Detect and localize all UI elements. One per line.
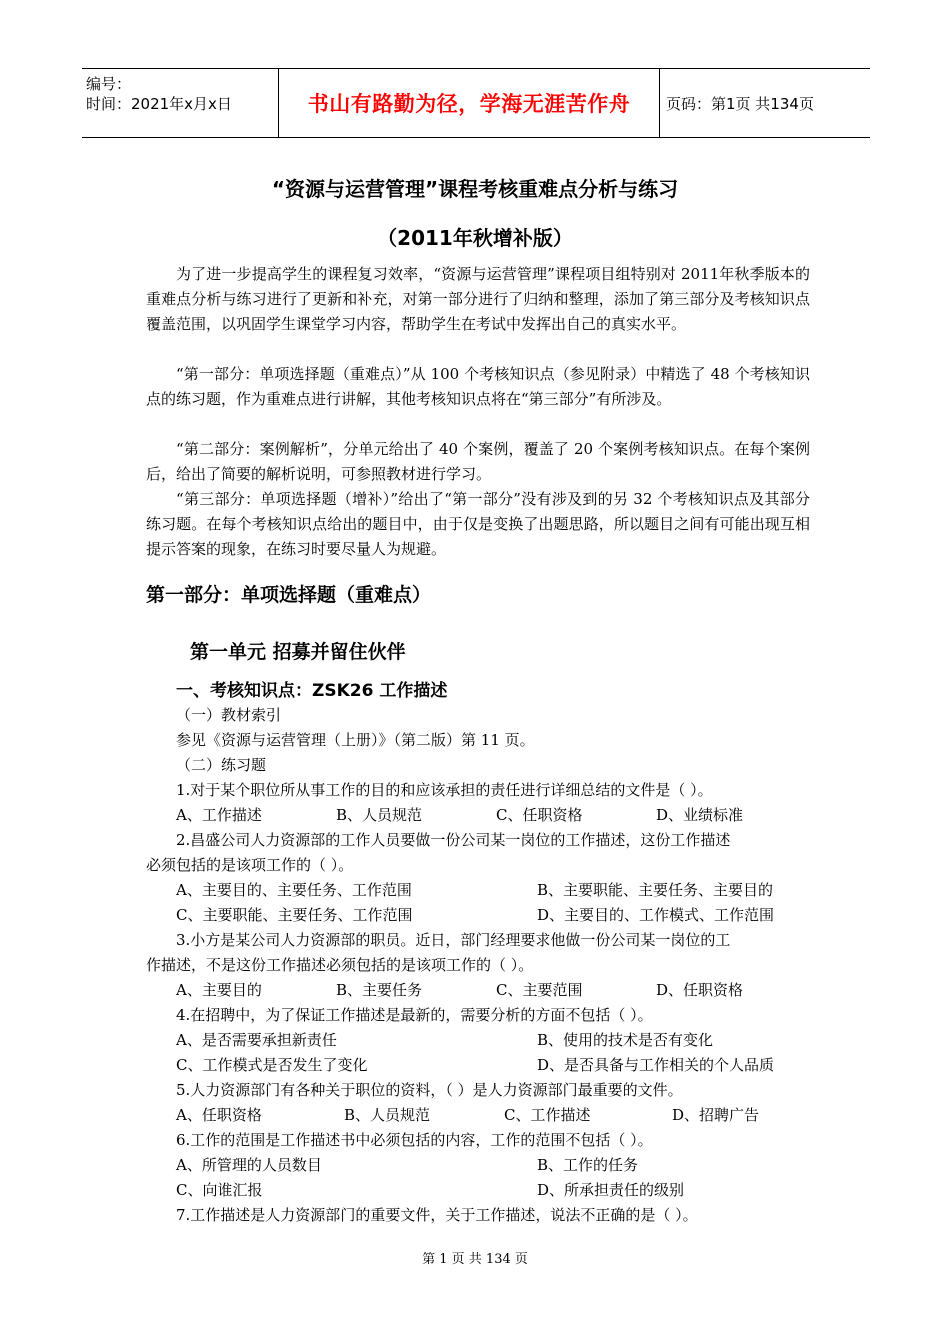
q5-option-b: B、人员规范 xyxy=(344,1106,431,1124)
q6-option-d: D、所承担责任的级别 xyxy=(537,1181,685,1199)
question-3-line-2: 作描述，不是这份工作描述必须包括的是该项工作的（ ）。 xyxy=(146,956,534,974)
q1-option-b: B、人员规范 xyxy=(336,806,423,824)
q2-option-a: A、主要目的、主要任务、工作范围 xyxy=(176,881,412,899)
header-meta-cell xyxy=(82,69,279,137)
q3-option-b: B、主要任务 xyxy=(336,981,423,999)
q6-option-b: B、工作的任务 xyxy=(537,1156,639,1174)
intro-paragraph-2: “第一部分：单项选择题（重难点）”从 100 个考核知识点（参见附录）中精选了 48 个考核知识点的练习题，作为重难点进行讲解，其他考核知识点将在“第三部分”有所涉及。 xyxy=(146,365,810,408)
q5-option-d: D、招聘广告 xyxy=(672,1106,760,1124)
question-2-line-2: 必须包括的是该项工作的（ ）。 xyxy=(146,856,354,874)
textbook-index-label: （一）教材索引 xyxy=(176,706,282,724)
q3-option-a: A、主要目的 xyxy=(176,981,262,999)
q1-option-d: D、业绩标准 xyxy=(656,806,744,824)
document-title: “资源与运营管理”课程考核重难点分析与练习 xyxy=(271,177,679,201)
q3-option-d: D、任职资格 xyxy=(656,981,744,999)
q6-option-a: A、所管理的人员数目 xyxy=(176,1156,322,1174)
question-4: 4.在招聘中，为了保证工作描述是最新的，需要分析的方面不包括（ ）。 xyxy=(176,1006,653,1024)
header-motto: 书山有路勤为径，学海无涯苦作舟 xyxy=(279,69,660,137)
question-1: 1.对于某个职位所从事工作的目的和应该承担的责任进行详细总结的文件是（ ）。 xyxy=(176,781,713,799)
number-label: 编号： xyxy=(86,75,132,93)
q6-option-c: C、向谁汇报 xyxy=(176,1181,263,1199)
q2-option-c: C、主要职能、主要任务、工作范围 xyxy=(176,906,413,924)
q4-option-d: D、是否具备与工作相关的个人品质 xyxy=(537,1056,775,1074)
textbook-reference: 参见《资源与运营管理（上册）》（第二版）第 11 页。 xyxy=(176,731,535,749)
header-table xyxy=(82,68,870,138)
question-5: 5.人力资源部门有各种关于职位的资料，（ ）是人力资源部门最重要的文件。 xyxy=(176,1081,683,1099)
q5-option-a: A、任职资格 xyxy=(176,1106,262,1124)
time-label: 时间：2021年x月x日 xyxy=(86,95,232,113)
q2-option-d: D、主要目的、工作模式、工作范围 xyxy=(537,906,775,924)
question-2-line-1: 2.昌盛公司人力资源部的工作人员要做一份公司某一岗位的工作描述，这份工作描述 xyxy=(176,831,731,849)
unit1-heading: 第一单元 招募并留住伙伴 xyxy=(190,641,406,663)
q5-option-c: C、工作描述 xyxy=(504,1106,591,1124)
document-subtitle: （2011年秋增补版） xyxy=(377,226,573,250)
intro-paragraph-1: 为了进一步提高学生的课程复习效率，“资源与运营管理”课程项目组特别对 2011年秋季版本的重难点分析与练习进行了更新和补充，对第一部分进行了归纳和整理，添加了第三部分及考核知识点覆盖范围，以巩固学生课堂学习内容，帮助学生在考试中发挥出自己的真实水平。 xyxy=(146,265,810,333)
intro-paragraph-3: “第二部分：案例解析”，分单元给出了 40 个案例，覆盖了 20 个案例考核知识点。在每个案例后，给出了简要的解析说明，可参照教材进行学习。 xyxy=(146,440,810,483)
intro-paragraph-4: “第三部分：单项选择题（增补）”给出了“第一部分”没有涉及到的另 32 个考核知识点及其部分练习题。在每个考核知识点给出的题目中，由于仅是变换了出题思路，所以题目之间有可能出现互相提示答案的现象，在练习时要尽量人为规避。 xyxy=(146,490,810,558)
q4-option-a: A、是否需要承担新责任 xyxy=(176,1031,337,1049)
q3-option-c: C、主要范围 xyxy=(496,981,583,999)
page-footer: 第 1 页 共 134 页 xyxy=(422,1252,528,1267)
question-7: 7.工作描述是人力资源部门的重要文件，关于工作描述，说法不正确的是（ ）。 xyxy=(176,1206,698,1224)
header-page-info: 页码：第1页 共134页 xyxy=(666,94,814,113)
q2-option-b: B、主要职能、主要任务、主要目的 xyxy=(537,881,774,899)
knowledge-point-heading: 一、考核知识点：ZSK26 工作描述 xyxy=(176,681,448,701)
q1-option-c: C、任职资格 xyxy=(496,806,583,824)
q4-option-c: C、工作模式是否发生了变化 xyxy=(176,1056,368,1074)
question-6: 6.工作的范围是工作描述书中必须包括的内容，工作的范围不包括（ ）。 xyxy=(176,1131,653,1149)
question-3-line-1: 3.小方是某公司人力资源部的职员。近日，部门经理要求他做一份公司某一岗位的工 xyxy=(176,931,731,949)
q4-option-b: B、使用的技术是否有变化 xyxy=(537,1031,714,1049)
part1-heading: 第一部分：单项选择题（重难点） xyxy=(146,584,432,606)
q1-option-a: A、工作描述 xyxy=(176,806,262,824)
exercise-label: （二）练习题 xyxy=(176,756,267,774)
